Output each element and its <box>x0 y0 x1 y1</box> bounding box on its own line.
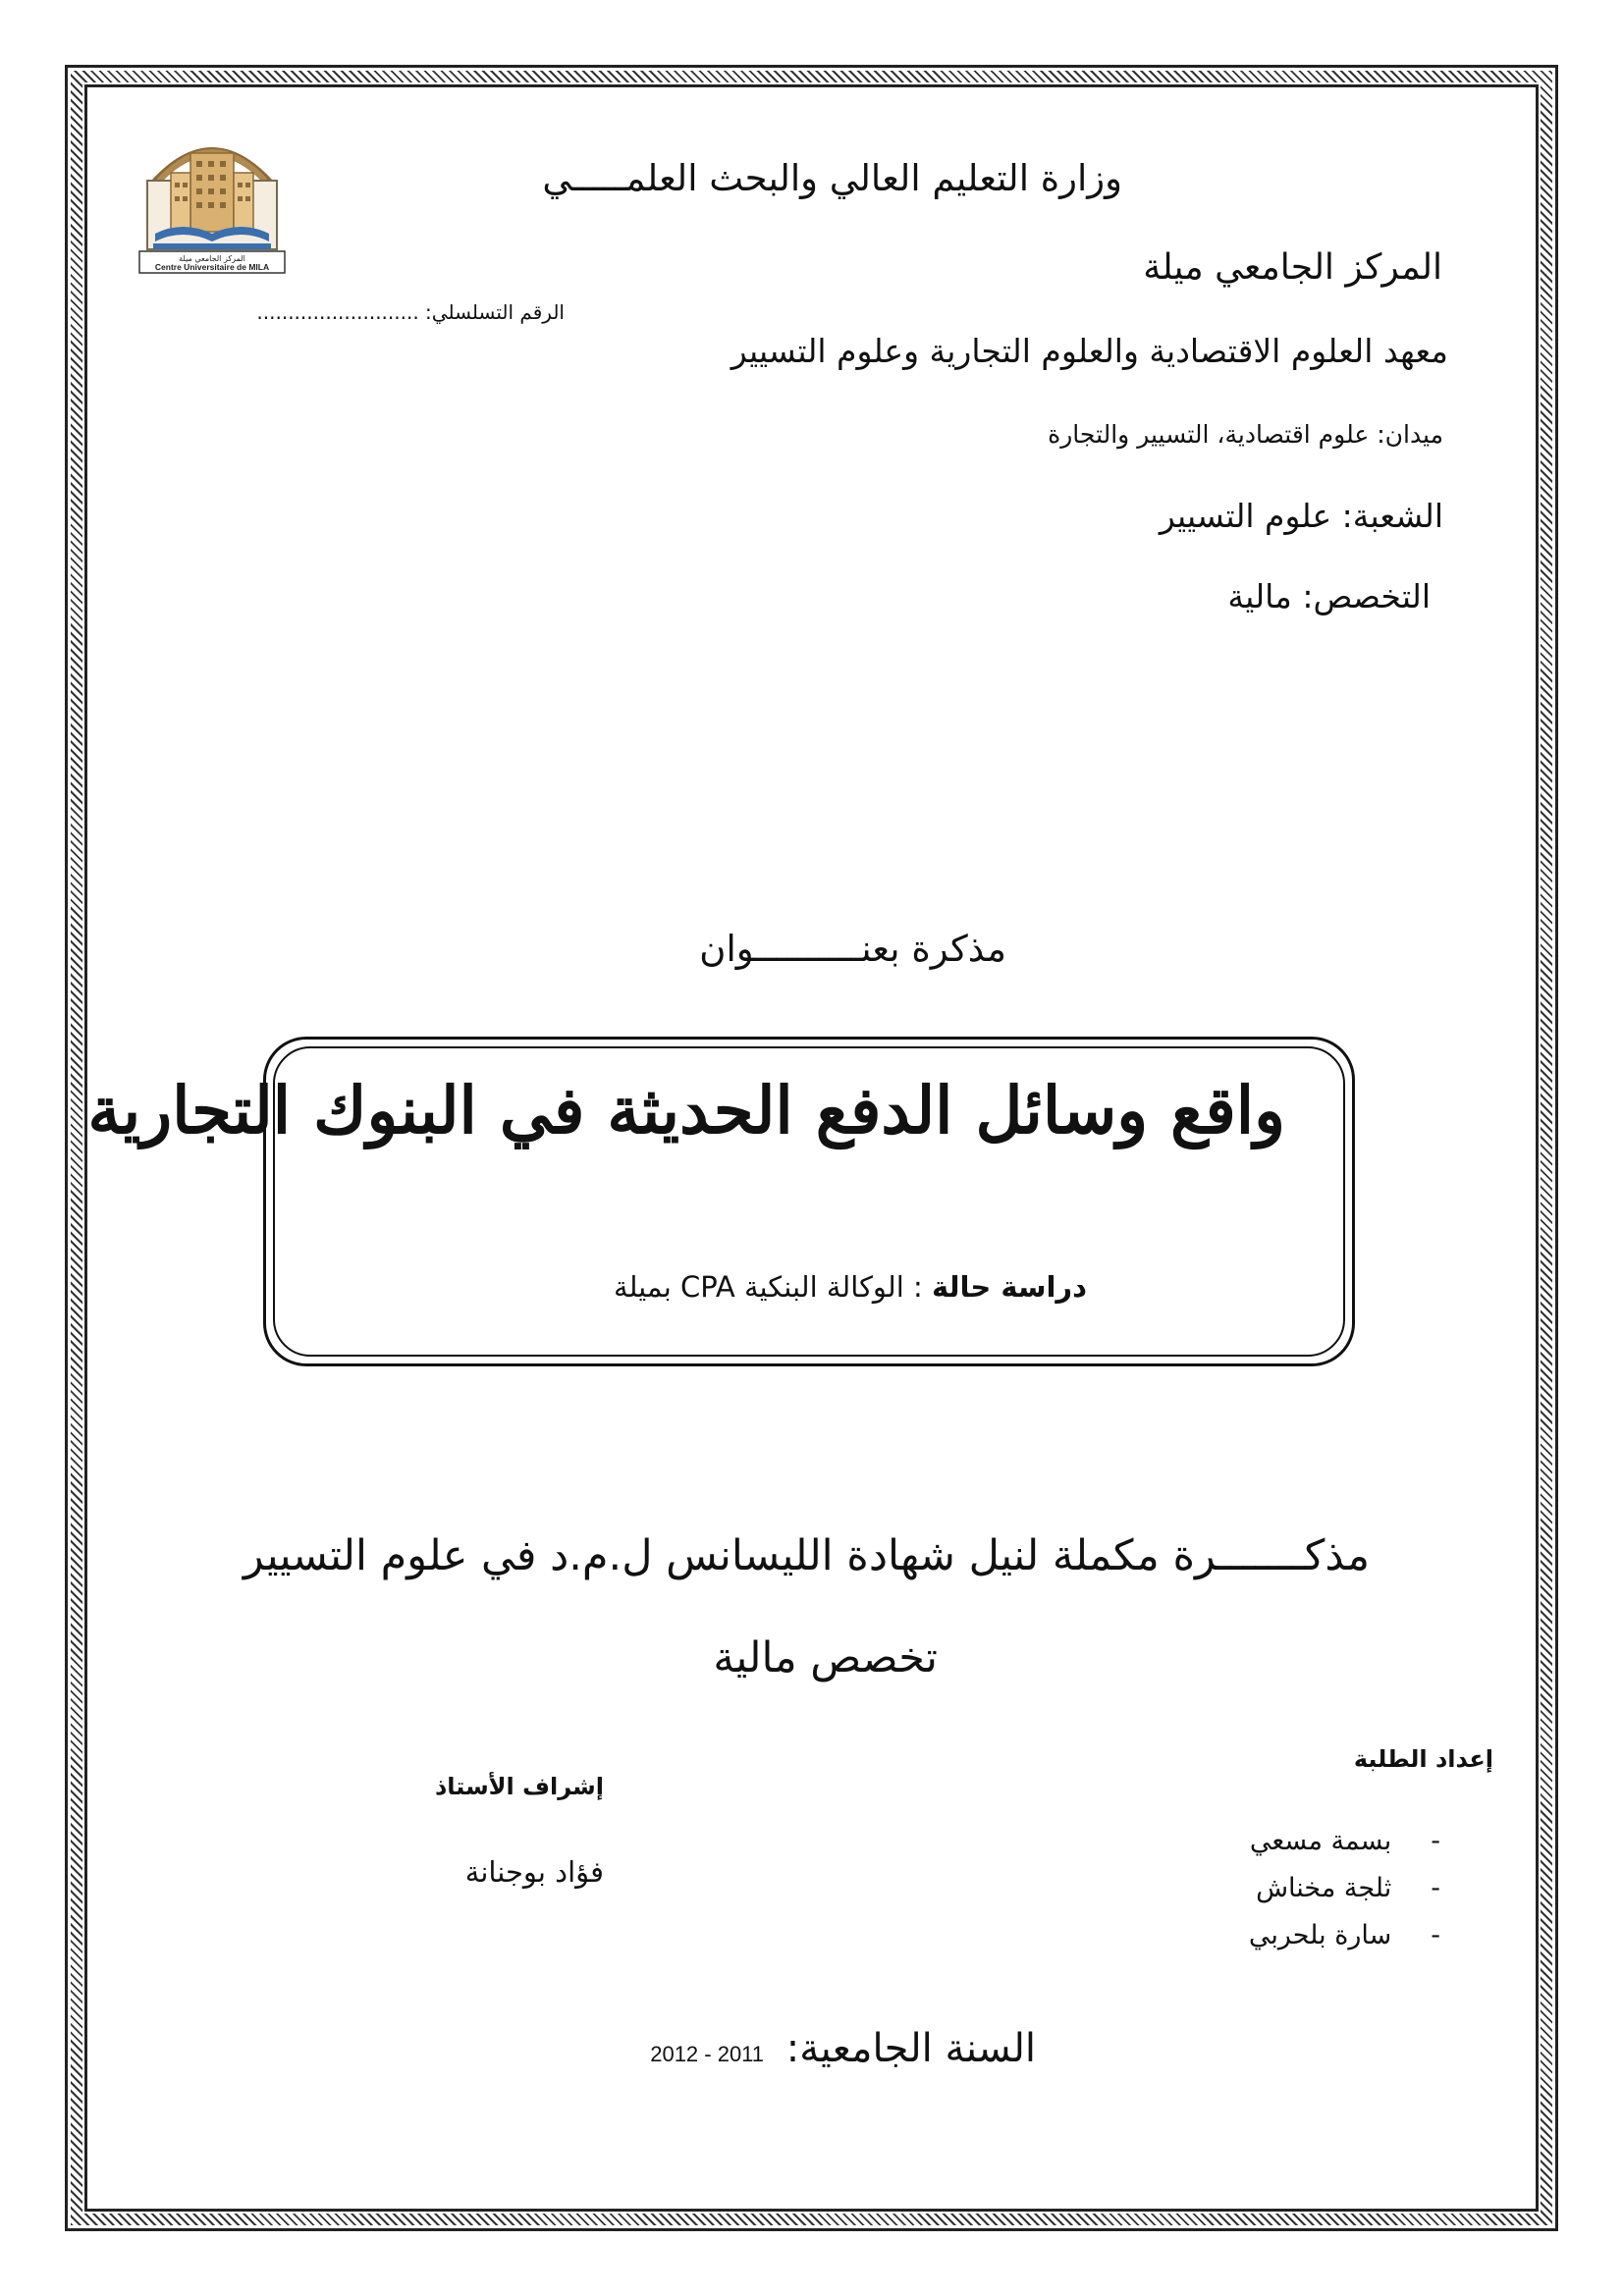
ministry-title: وزارة التعليم العالي والبحث العلمـــــي <box>542 157 1122 199</box>
supervisor-label: إشراف الأستاذ <box>434 1773 604 1800</box>
case-study <box>614 1270 1087 1304</box>
university-logo <box>137 120 287 275</box>
academic-year <box>650 2026 1036 2071</box>
institute-name: معهد العلوم الاقتصادية والعلوم التجارية وعلوم التسيير <box>730 332 1448 370</box>
academic-year-value: 2012 - 2011 <box>650 2042 765 2066</box>
case-study-text: : الوكالة البنكية CPA بميلة <box>614 1270 932 1304</box>
branch-label: الشعبة: علوم التسيير <box>1159 497 1443 535</box>
serial-number: الرقم التسلسلي: .......................... <box>256 300 565 324</box>
academic-year-label: السنة الجامعية: <box>785 2026 1036 2071</box>
specialization: تخصص مالية <box>713 1633 938 1682</box>
student-item: -ثلجة مخناش <box>1256 1873 1440 1903</box>
university-center: المركز الجامعي ميلة <box>1143 247 1442 288</box>
student-item: -سارة بلحربي <box>1248 1920 1440 1950</box>
student-name: ثلجة مخناش <box>1256 1873 1392 1903</box>
degree-line: مذكـــــــرة مكملة لنيل شهادة الليسانس ل.م.د في علوم التسيير <box>243 1531 1370 1580</box>
supervisor-name: فؤاد بوجنانة <box>464 1855 604 1889</box>
student-item: -بسمة مسعي <box>1249 1826 1440 1856</box>
student-name: بسمة مسعي <box>1249 1826 1392 1856</box>
logo-caption: Centre Universitaire de MILA <box>154 262 270 272</box>
case-study-label: دراسة حالة <box>932 1270 1087 1304</box>
logo-arabic-caption: المركز الجامعي ميلة <box>179 254 245 263</box>
students-label: إعداد الطلبة <box>1353 1745 1493 1773</box>
memo-title: واقع وسائل الدفع الحديثة في البنوك التجارية <box>87 1072 1285 1148</box>
specialty-label: التخصص: مالية <box>1227 577 1431 615</box>
memo-heading: مذكرة بعنــــــــــوان <box>699 928 1006 970</box>
student-name: سارة بلحربي <box>1248 1920 1392 1950</box>
field-label: ميدان: علوم اقتصادية، التسيير والتجارة <box>1048 420 1443 449</box>
